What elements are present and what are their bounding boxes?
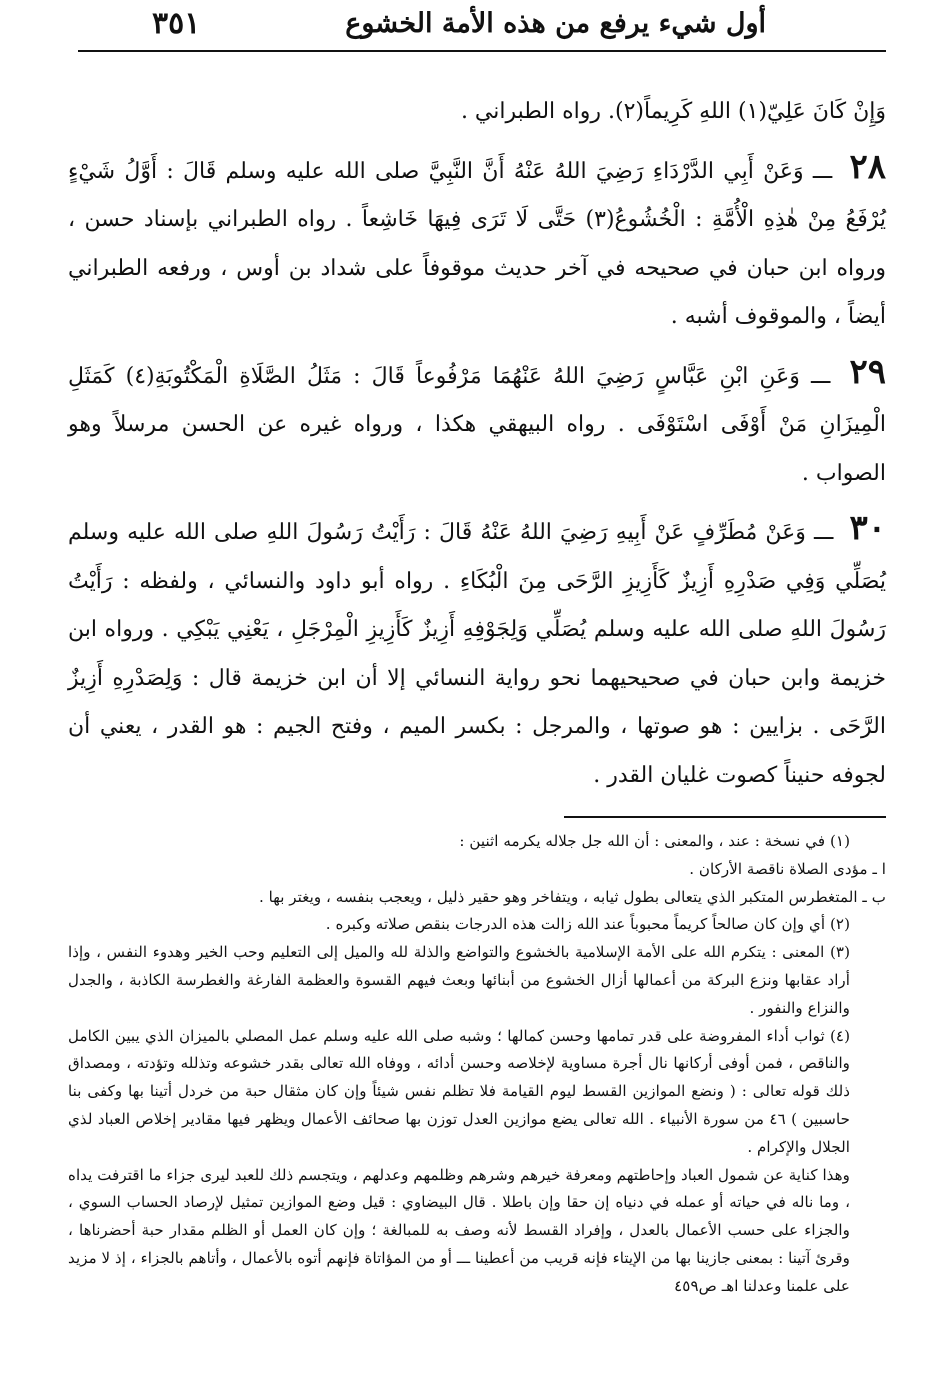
page-header bbox=[68, 0, 886, 58]
footnote-2: (٢) أي وإن كان صالحاً كريماً محبوباً عند الله زالت هذه الدرجات بنقص صلاته وكبره . bbox=[325, 915, 850, 934]
footnote-1: (١) في نسخة : عند ، والمعنى : أن الله جل جلاله يكرمه اثنين : bbox=[459, 832, 850, 850]
hadith-29 bbox=[68, 348, 886, 499]
hadith-text: ـــ وَعَنْ مُطَرِّفٍ عَنْ أَبِيهِ رَضِيَ اللهُ عَنْهُ قَالَ : رَأَيْتُ رَسُولَ اللهِ صلى الله عليه وسلم يُصَلِّي وَفِي صَدْرِهِ أَزِيزٌ كَأَزِيزِ الرَّحَى مِنَ الْبُكَاءِ . رواه أبو داود والنسائي ، ولفظه : رَأَيْتُ رَسُولَ اللهِ صلى الله عليه وسلم يُصَلِّي وَلِجَوْفِهِ أَزِيزٌ كَأَزِيزِ الْمِرْجَلِ ، يَعْنِي يَبْكِي . ورواه ابن خزيمة وابن حبان في صحيحيهما نحو رواية النسائي إلا أن ابن خزيمة قال : وَلِصَدْرِهِ أَزِيزٌ الرَّحَى . بزايين : هو صوتها ، والمرجل : بكسر الميم ، وفتح الجيم : هو القدر ، يعني أن لجوفه حنيناً كصوت غليان القدر . bbox=[68, 520, 886, 788]
hadith-number: ٣٠ bbox=[849, 508, 886, 548]
hadith-number: ٢٨ bbox=[849, 146, 886, 187]
running-title: أول شيء يرفع من هذه الأمة الخشوع bbox=[345, 8, 766, 39]
hadith-text: ـــ وَعَنْ أَبِي الدَّرْدَاءِ رَضِيَ اللهُ عَنْهُ أَنَّ النَّبِيَّ صلى الله عليه وسلم قَالَ : أَوَّلُ شَيْءٍ يُرْفَعُ مِنْ هٰذِهِ الْأُمَّةِ : الْخُشُوعُ(٣) حَتَّى لَا تَرَى فِيهَا خَاشِعاً . رواه الطبراني بإسناد حسن ، ورواه ابن حبان في صحيحه في آخر حديث موقوفاً على شداد بن أوس ، ورفعه الطبراني أيضاً ، والموقوف أشبه . bbox=[68, 158, 886, 329]
footnotes bbox=[68, 828, 886, 1301]
footnote-1b: ب ـ المتغطرس المتكبر الذي يتعالى بطول ثيابه ، ويتفاخر وهو حقير ذليل ، ويعجب بنفسه ، ويغتر بها . bbox=[258, 887, 886, 906]
hadith-number: ٢٩ bbox=[849, 351, 886, 392]
footnote-1a: ا ـ مؤدى الصلاة ناقصة الأركان . bbox=[689, 859, 886, 878]
footnote-3: (٣) المعنى : يتكرم الله على الأمة الإسلامية بالخشوع والتواضع والذلة لله والميل إلى التعليم وحب الخير وهدوء النفس ، وإذا أراد عقابها ونزع البركة من أعمالها أزال الخشوع من أبنائها وبعث فيهم القسوة والعظمة الفارغة والغطرسة الكاذبة ، والجدل والنزاع والنفور . bbox=[68, 943, 850, 1017]
footnote-4-cont: وهذا كناية عن شمول العباد وإحاطتهم ومعرفة خيرهم وشرهم وظلمهم وعدلهم ، ويتجسم ذلك للعبد ليرى جزاء ما اقترفت يداه ، وما ناله في حياته أو عمله في دنياه إن حقا وإن باطلا . قال البيضاوي : قيل وضع الموازين تمثيل لإرصاد الحساب السوي ، والجزاء على حسب الأعمال بالعدل ، وإفراد القسط لأنه وصف به للمبالغة ؛ وإن كان العمل أو الظلم مقدار حبة أحضرناها ، وقرئ آتينا : بمعنى جازينا بها من الإيتاء فإنه قريب من أعطينا ـــ أو من المؤاتاة فإنهم أتوه بالأعمال ، وأتاهم بالجزاء ، إذ لا مزيد على علمنا وعدلنا اهـ ص٤٥٩ bbox=[68, 1165, 850, 1295]
hadith-28 bbox=[68, 143, 886, 342]
footnote-separator bbox=[564, 816, 886, 818]
main-text bbox=[68, 88, 886, 800]
footnote-4: (٤) ثواب أداء المفروضة على قدر تمامها وحسن كمالها ؛ وشبه صلى الله عليه وسلم عمل المصلي بالميزان الذي يبين الكامل والناقص ، فمن أوفى أركانها نال أجرة مساوية لإخلاصه وحسن أدائه ، ووفاه الله تعالى بقدر خشوعه وتذلله وتؤدته ، ومصداق ذلك قوله تعالى : ( ونضع الموازين القسط ليوم القيامة فلا تظلم نفس شيئاً وإن كان مثقال حبة من خردل أتينا بها وكفى بنا حاسبين ) ٤٦ من سورة الأنبياء . الله تعالى يضع موازين العدل توزن بها صحائف الأعمال ويظهر فيها مقادير إخلاص العباد لذي الجلال والإكرام . bbox=[68, 1026, 850, 1156]
header-rule bbox=[78, 50, 886, 52]
hadith-text: ـــ وَعَنِ ابْنِ عَبَّاسٍ رَضِيَ اللهُ عَنْهُمَا مَرْفُوعاً قَالَ : مَثَلُ الصَّلَاةِ الْمَكْتُوبَةِ(٤) كَمَثَلِ الْمِيزَانِ مَنْ أَوْفَى اسْتَوْفَى . رواه البيهقي هكذا ، ورواه غيره عن الحسن مرسلاً وهو الصواب . bbox=[68, 363, 886, 486]
paragraph-continuation: وَإِنْ كَانَ عَلِيّ(١) اللهِ كَرِيماً(٢). رواه الطبراني . bbox=[460, 99, 886, 124]
page-number: ٣٥١ bbox=[152, 6, 201, 41]
hadith-30 bbox=[68, 504, 886, 800]
